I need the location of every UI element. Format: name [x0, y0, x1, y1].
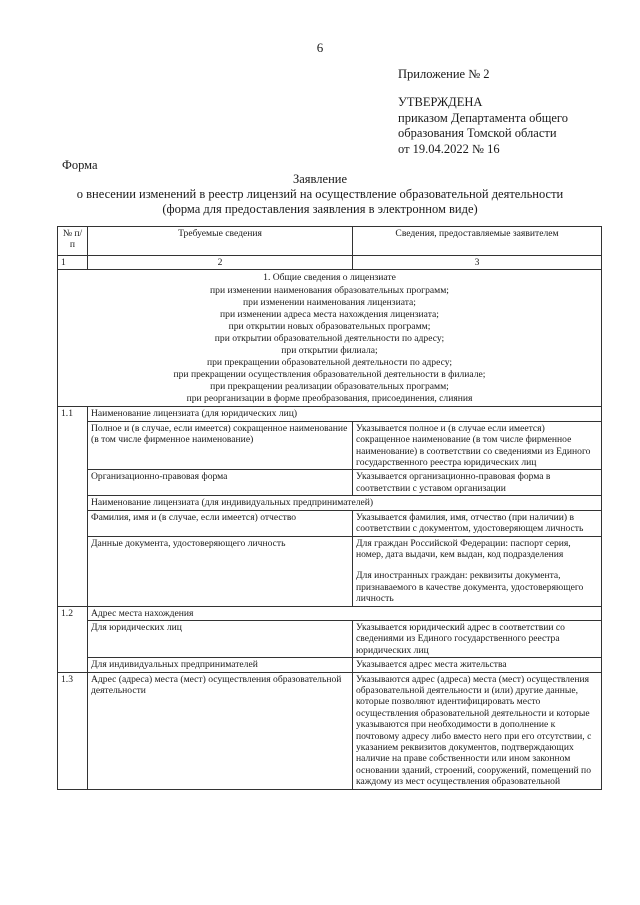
numbering-cell: 3 — [353, 256, 602, 270]
approval-line: образования Томской области — [398, 126, 557, 140]
header-cell: № п/п — [58, 227, 88, 256]
required-info-cell: Адрес (адреса) места (мест) осуществления образовательной деятельности — [88, 672, 353, 789]
approval-block — [398, 95, 568, 157]
subsection-title: Адрес места нахождения — [88, 606, 602, 620]
document-subtitle-note: (форма для предоставления заявления в электронном виде) — [162, 202, 478, 216]
approval-line: приказом Департамента общего — [398, 110, 568, 125]
required-info-cell: Данные документа, удостоверяющего личность — [88, 536, 353, 606]
applicant-info-citizens: Для граждан Российской Федерации: паспорт серия, номер, дата выдачи, кем выдан, код подразделения — [356, 537, 571, 560]
table-row — [58, 407, 602, 421]
section-condition: при открытии филиала; — [281, 344, 378, 356]
numbering-cell: 1 — [58, 256, 88, 270]
applicant-info-foreigners: Для иностранных граждан: реквизиты документа, признаваемого в качестве документа, удостоверяющего личность — [356, 570, 584, 605]
applicant-info-cell — [353, 536, 602, 606]
applicant-info-cell: Указывается адрес места жительства — [353, 658, 602, 672]
approval-title: УТВЕРЖДЕНА — [398, 95, 483, 109]
applicant-info-cell: Указывается юридический адрес в соответствии со сведениями из Единого государственного реестра юридических лиц — [353, 620, 602, 657]
section-condition: при изменении адреса места нахождения лицензиата; — [220, 308, 439, 320]
approval-line: от 19.04.2022 № 16 — [398, 141, 500, 156]
section-condition: при открытии новых образовательных программ; — [228, 320, 431, 332]
section-condition: при изменении наименования образовательных программ; — [210, 284, 449, 296]
required-info-cell: Для юридических лиц — [88, 620, 353, 657]
applicant-info-cell: Указывается фамилия, имя, отчество (при наличии) в соответствии с документом, удостоверяющем личность — [353, 510, 602, 536]
numbering-cell: 2 — [88, 256, 353, 270]
form-label: Форма — [62, 158, 98, 172]
document-subtitle: о внесении изменений в реестр лицензий на осуществление образовательной деятельности — [76, 187, 564, 201]
table-row — [58, 421, 602, 470]
required-info-cell: Полное и (в случае, если имеется) сокращенное наименование (в том числе фирменное наименование) — [88, 421, 353, 470]
section-condition: при прекращении образовательной деятельности по адресу; — [206, 357, 453, 369]
document-title: Заявление — [292, 172, 347, 186]
applicant-info-cell: Указывается организационно-правовая форма в соответствии с уставом организации — [353, 470, 602, 496]
row-number: 1.3 — [58, 672, 88, 789]
table-row — [58, 620, 602, 657]
appendix-label: Приложение № 2 — [398, 67, 490, 81]
required-info-cell: Для индивидуальных предпринимателей — [88, 658, 353, 672]
table-row — [58, 496, 602, 510]
section-condition: при изменении наименования лицензиата; — [243, 296, 416, 308]
section-condition: при реорганизации в форме преобразования, присоединения, слияния — [186, 393, 473, 405]
table-row — [58, 658, 602, 672]
section-title: 1. Общие сведения о лицензиате — [263, 272, 396, 284]
applicant-info-cell: Указываются адрес (адреса) места (мест) осуществления образовательной деятельности и (или) другие данные, которые позволяют идентифицировать место осуществления образовательной деятельности и которые указываются при необходимости в дополнение к почтовому адресу либо вместо него при его отсутствии, с указанием реквизитов документов, подтверждающих наличие на праве собственности или ином законном основании зданий, строений, сооружений, помещений по каждому из мест осуществления образовательной — [353, 672, 602, 789]
section-1-cell — [58, 270, 602, 407]
header-cell: Требуемые сведения — [88, 227, 353, 256]
subsection-title: Наименование лицензиата (для юридических лиц) — [88, 407, 602, 421]
application-table — [57, 226, 602, 790]
section-condition: при прекращении осуществления образовательной деятельности в филиале; — [173, 369, 486, 381]
numbering-row — [58, 256, 602, 270]
table-row — [58, 536, 602, 606]
table-row — [58, 470, 602, 496]
required-info-cell: Организационно-правовая форма — [88, 470, 353, 496]
document-title-block — [0, 172, 640, 217]
applicant-info-cell: Указывается полное и (в случае если имеется) сокращенное наименование (в том числе фирменное наименование) в соответствии со сведениями из Единого государственного реестра юридических лиц — [353, 421, 602, 470]
section-condition: при прекращении реализации образовательных программ; — [210, 381, 449, 393]
required-info-cell: Фамилия, имя и (в случае, если имеется) отчество — [88, 510, 353, 536]
table-row — [58, 510, 602, 536]
section-condition: при открытии образовательной деятельности по адресу; — [214, 332, 445, 344]
table-header-row — [58, 227, 602, 256]
section-row — [58, 270, 602, 407]
subsection-title: Наименование лицензиата (для индивидуальных предпринимателей) — [88, 496, 602, 510]
table-row — [58, 606, 602, 620]
header-cell: Сведения, предоставляемые заявителем — [353, 227, 602, 256]
row-number: 1.1 — [58, 407, 88, 606]
row-number: 1.2 — [58, 606, 88, 672]
page-number: 6 — [316, 40, 324, 55]
table-row — [58, 672, 602, 789]
